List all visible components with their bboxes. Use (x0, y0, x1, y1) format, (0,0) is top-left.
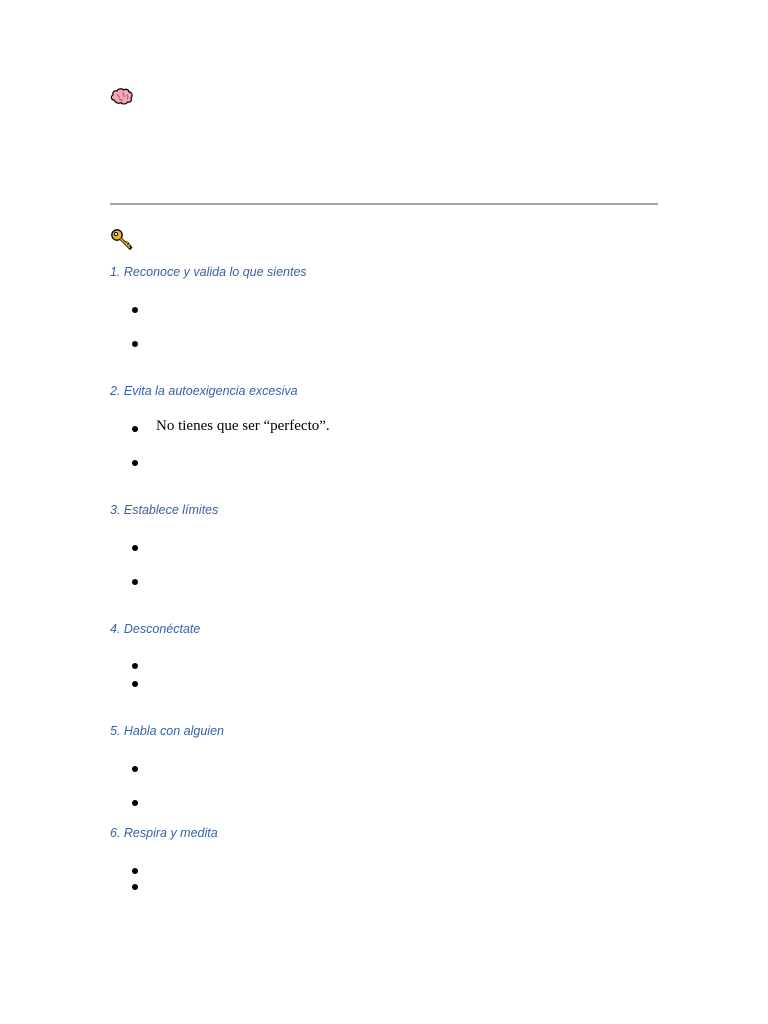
section-heading-6: 6. Respira y medita (110, 826, 218, 840)
section-heading-2: 2. Evita la autoexigencia excesiva (110, 384, 298, 398)
bullet-text-2-1: No tienes que ser “perfecto”. (156, 418, 330, 434)
section-heading-3: 3. Establece límites (110, 503, 219, 517)
bullet-3-2 (132, 579, 138, 585)
horizontal-divider (110, 203, 658, 205)
section-heading-5: 5. Habla con alguien (110, 724, 224, 738)
bullet-5-2 (132, 800, 138, 806)
section-heading-1: 1. Reconoce y valida lo que sientes (110, 265, 307, 279)
bullet-6-2 (132, 884, 138, 890)
bullet-4-1 (132, 663, 138, 669)
key-icon (110, 228, 134, 252)
bullet-5-1 (132, 766, 138, 772)
bullet-2-2 (132, 460, 138, 466)
bullet-4-2 (132, 681, 138, 687)
bullet-3-1 (132, 545, 138, 551)
bullet-1-2 (132, 341, 138, 347)
bullet-6-1 (132, 868, 138, 874)
section-heading-4: 4. Desconéctate (110, 622, 201, 636)
bullet-2-1 (132, 426, 138, 432)
brain-icon (110, 87, 134, 107)
bullet-1-1 (132, 307, 138, 313)
